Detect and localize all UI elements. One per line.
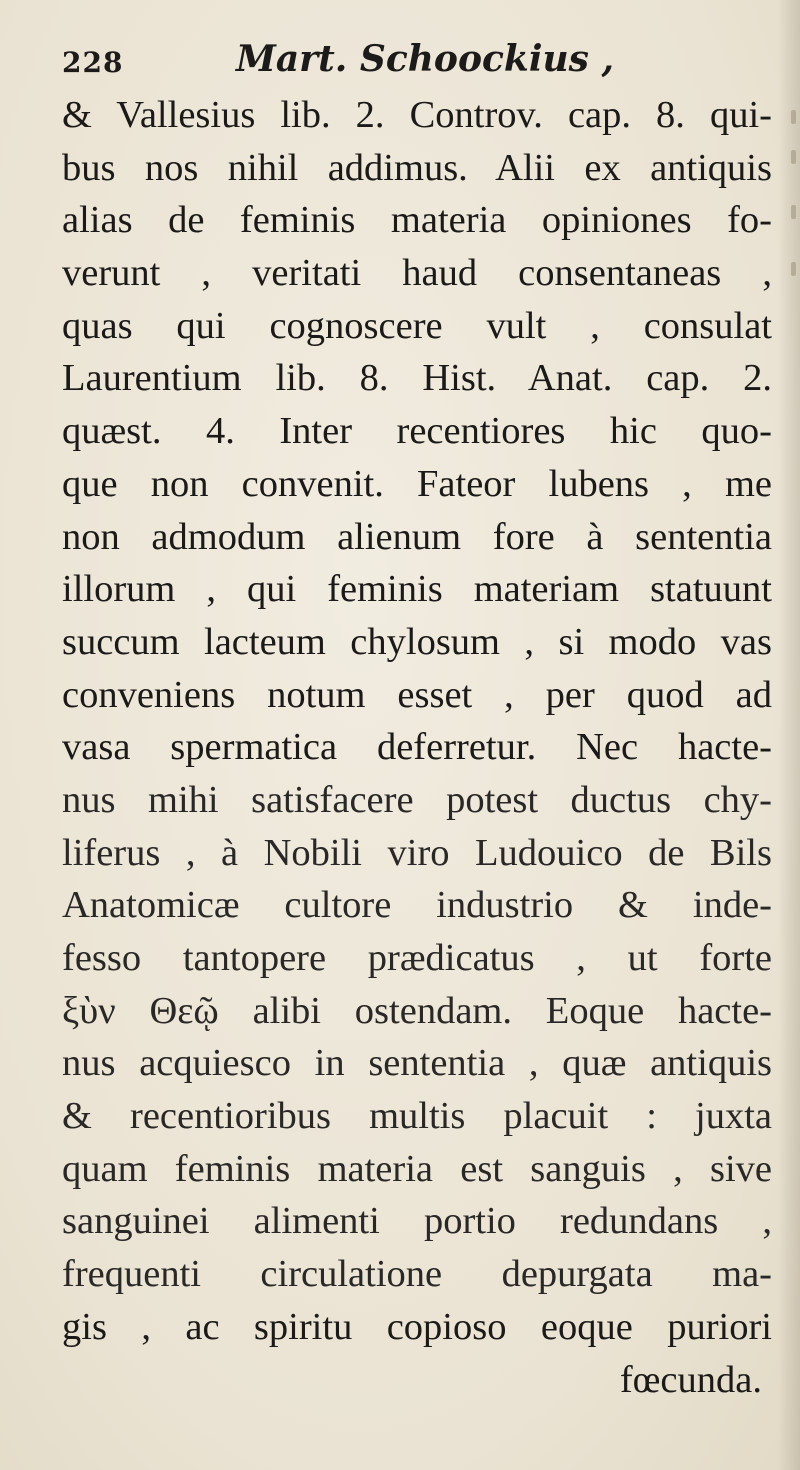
text-line: sanguinei alimenti portio redundans , — [62, 1200, 772, 1243]
text-line: quas qui cognoscere vult , consulat — [62, 304, 772, 347]
text-line: ξὺν Θεῷ alibi ostendam. Eoque hacte- — [62, 989, 772, 1032]
text-line: succum lacteum chylosum , si modo vas — [62, 620, 772, 663]
text-line: illorum , qui feminis materiam statuunt — [62, 568, 772, 611]
text-line: & recentioribus multis placuit : juxta — [62, 1095, 772, 1138]
text-line: que non convenit. Fateor lubens , me — [62, 462, 772, 505]
text-line: gis , ac spiritu copioso eoque puriori — [62, 1305, 772, 1348]
text-line: nus acquiesco in sententia , quæ antiquis — [62, 1042, 772, 1085]
text-line: verunt , veritati haud consentaneas , — [62, 252, 772, 295]
text-line: bus nos nihil addimus. Alii ex antiquis — [62, 146, 772, 189]
text-line: alias de feminis materia opiniones fo- — [62, 199, 772, 242]
body-text — [62, 89, 772, 1406]
text-line: liferus , à Nobili viro Ludouico de Bils — [62, 831, 772, 874]
running-title: Mart. Schoockius , — [236, 38, 614, 80]
edge-mark — [791, 205, 796, 219]
text-line: Laurentium lib. 8. Hist. Anat. cap. 2. — [62, 357, 772, 400]
text-line: Anatomicæ cultore industrio & inde- — [62, 884, 772, 927]
text-line: frequenti circulatione depurgata ma- — [62, 1253, 772, 1296]
text-line: non admodum alienum fore à sententia — [62, 515, 772, 558]
text-line: quam feminis materia est sanguis , sive — [62, 1147, 772, 1190]
text-line: & Vallesius lib. 2. Controv. cap. 8. qui- — [62, 94, 772, 136]
text-line: nus mihi satisfacere potest ductus chy- — [62, 778, 772, 821]
page-number: 228 — [62, 46, 124, 79]
text-line: fesso tantopere prædicatus , ut forte — [62, 937, 772, 979]
text-line: conveniens notum esset , per quod ad — [62, 673, 772, 716]
text-line-final: fœcunda. — [619, 1358, 762, 1401]
edge-mark — [791, 110, 796, 124]
text-line: quæst. 4. Inter recentiores hic quo- — [62, 410, 772, 453]
edge-mark — [791, 262, 796, 276]
page-edge-shadow — [778, 0, 800, 1470]
text-line: vasa spermatica deferretur. Nec hacte- — [62, 726, 772, 769]
edge-mark — [791, 150, 796, 164]
